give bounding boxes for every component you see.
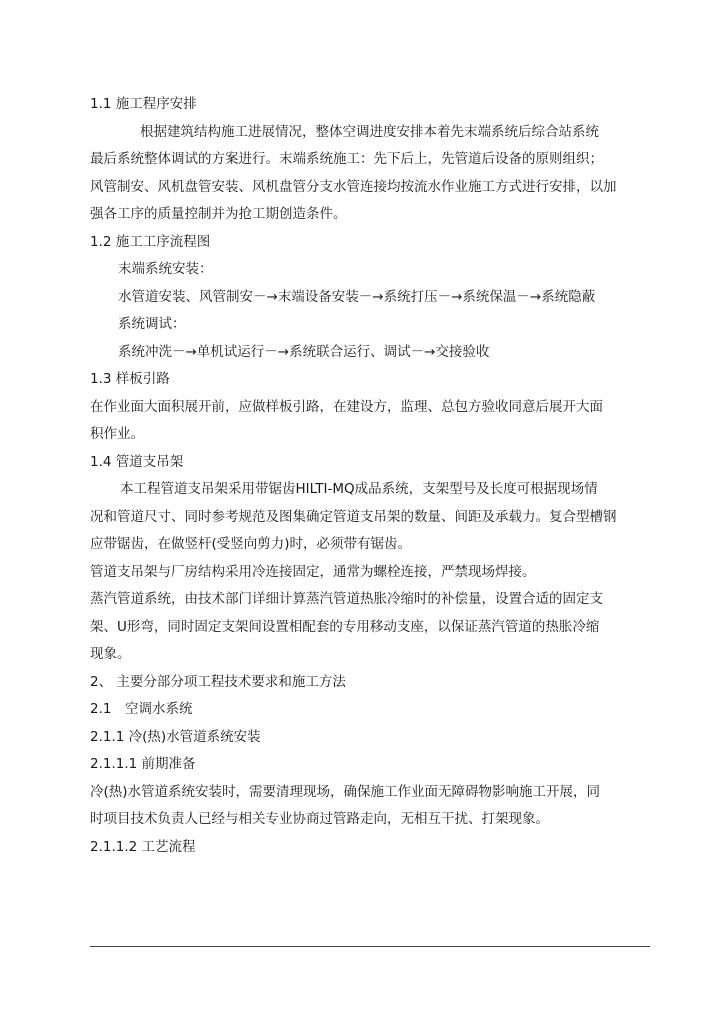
footer-divider <box>90 946 650 947</box>
paragraph-line: 现象。 <box>90 646 131 662</box>
paragraph-line: 最后系统整体调试的方案进行。末端系统施工：先下后上，先管道后设备的原则组织； <box>90 151 603 167</box>
paragraph-line: 管道支吊架与厂房结构采用冷连接固定，通常为螺栓连接，严禁现场焊接。 <box>90 563 536 580</box>
flow-steps: 系统冲洗－→单机试运行－→系统联合运行、调试－→交接验收 <box>118 343 490 360</box>
section-heading: 1.4 管道支吊架 <box>90 453 184 470</box>
paragraph-line: 蒸汽管道系统，由技术部门详细计算蒸汽管道热胀冷缩时的补偿量，设置合适的固定支 <box>90 591 603 607</box>
paragraph-line: 积作业。 <box>90 426 144 442</box>
paragraph-line: 冷(热)水管道系统安装时，需要清理现场，确保施工作业面无障碍物影响施工开展，同 <box>90 783 601 800</box>
section-heading: 2、 主要分部分项工程技术要求和施工方法 <box>90 673 346 690</box>
section-heading: 2.1.1.2 工艺流程 <box>90 838 196 855</box>
section-heading: 2.1.1 冷(热)水管道系统安装 <box>90 728 261 745</box>
paragraph-line: 架、U形弯，同时固定支架间设置相配套的专用移动支座，以保证蒸汽管道的热胀冷缩 <box>90 618 600 635</box>
flow-steps: 水管道安装、风管制安－→末端设备安装－→系统打压－→系统保温－→系统隐蔽 <box>118 288 596 305</box>
paragraph-line: 应带锯齿，在做竖杆(受竖向剪力)时，必须带有锯齿。 <box>90 536 412 552</box>
paragraph-line: 时项目技术负责人已经与相关专业协商过管路走向，无相互干扰、打架现象。 <box>90 811 549 827</box>
section-heading: 1.2 施工工序流程图 <box>90 233 211 250</box>
section-heading: 1.1 施工程序安排 <box>90 96 197 112</box>
paragraph-line: 强各工序的质量控制并为抢工期创造条件。 <box>90 206 347 222</box>
paragraph-line: 风管制安、风机盘管安装、风机盘管分支水管连接均按流水作业施工方式进行安排，以加 <box>90 178 617 195</box>
paragraph-line: 况和管道尺寸、同时参考规范及图集确定管道支吊架的数量、间距及承载力。复合型槽钢 <box>90 508 617 525</box>
flow-label: 系统调试： <box>118 316 186 332</box>
flow-label: 末端系统安装： <box>118 261 213 277</box>
section-heading: 1.3 样板引路 <box>90 371 170 387</box>
section-heading: 2.1 空调水系统 <box>90 701 193 717</box>
paragraph-line: 本工程管道支吊架采用带锯齿HILTI-MQ成品系统，支架型号及长度可根据现场情 <box>120 481 598 497</box>
paragraph-line: 根据建筑结构施工进展情况，整体空调进度安排本着先末端系统后综合站系统 <box>140 123 599 140</box>
paragraph-line: 在作业面大面积展开前，应做样板引路，在建设方，监理、总包方验收同意后展开大面 <box>90 398 603 415</box>
section-heading: 2.1.1.1 前期准备 <box>90 756 196 772</box>
document-body <box>90 91 650 861</box>
